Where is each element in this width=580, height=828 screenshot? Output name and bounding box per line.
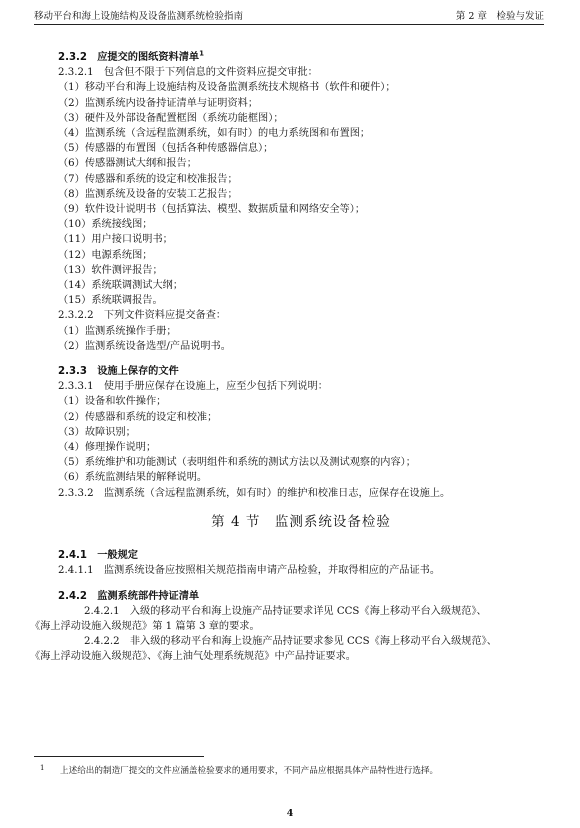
clause-2-4-2-2-line1: 2.4.2.2 非入级的移动平台和海上设施产品持证要求参见 CCS《海上移动平台入级规范》、 (84, 636, 497, 648)
clause-2-3-2-2: 2.3.2.2 下列文件资料应提交备查： (58, 310, 227, 322)
clause-2-4-2-2-line2: 《海上浮动设施入级规范》、《海上油气处理系统规范》中产品持证要求。 (30, 651, 356, 663)
list-item: （1）监测系统操作手册； (58, 325, 177, 337)
list-item: （1）移动平台和海上设施结构及设备监测系统技术规格书（软件和硬件）； (58, 82, 396, 94)
list-2-3-2-2 (58, 324, 544, 354)
footnote (40, 764, 544, 776)
clause-2-3-3-2: 2.3.3.2 监测系统（含远程监测系统，如有时）的维护和校准日志，应保存在设施上。 (58, 487, 451, 499)
clause-2-4-2-1-line2: 《海上浮动设施入级规范》第 1 篇第 3 章的要求。 (30, 620, 260, 632)
list-item: （2）传感器和系统的设定和校准； (58, 411, 218, 423)
section-4-title: 第 4 节 监测系统设备检验 (211, 513, 391, 530)
header-left-title: 移动平台和海上设施结构及设备监测系统检验指南 (34, 11, 244, 22)
page-number: 4 (286, 808, 294, 819)
list-item: （7）传感器和系统的设定和校准报告； (58, 173, 238, 185)
list-item: （5）传感器的布置图（包括各种传感器信息）； (58, 143, 274, 155)
list-2-3-3-1 (58, 394, 544, 485)
clause-2-4-2-1-line1: 2.4.2.1 入级的移动平台和海上设施产品持证要求详见 CCS《海上移动平台入级规范》、 (84, 605, 487, 617)
list-item: （1）设备和软件操作； (58, 396, 167, 408)
footnote-rule (34, 756, 204, 757)
section-heading-2-4-1: 2.4.1 一般规定 (58, 550, 138, 562)
list-item: （5）系统维护和功能测试（表明组件和系统的测试方法以及测试观察的内容）； (58, 457, 416, 469)
clause-2-4-1-1: 2.4.1.1 监测系统设备应按照相关规范指南申请产品检验，并取得相应的产品证书。 (58, 565, 441, 577)
header-rule (34, 24, 544, 25)
clause-2-3-3-1: 2.3.3.1 使用手册应保存在设施上，应至少包括下列说明： (58, 381, 328, 393)
header-chapter: 第 2 章 检验与发证 (455, 11, 544, 22)
section-heading-2-3-2 (58, 50, 544, 65)
list-item: （10）系统接线图； (58, 219, 153, 231)
list-item: （11）用户接口说明书； (58, 234, 173, 246)
list-2-3-2-1 (58, 80, 544, 308)
list-item: （9）软件设计说明书（包括算法、模型、数据质量和网络安全等）； (58, 204, 366, 216)
list-item: （2）监测系统设备选型/产品说明书。 (58, 340, 231, 352)
footnote-ref[interactable]: 1 (199, 49, 204, 58)
list-item: （4）监测系统（含远程监测系统，如有时）的电力系统图和布置图； (58, 128, 371, 140)
list-item: （6）系统监测结果的解释说明。 (58, 472, 208, 484)
running-header (34, 8, 544, 24)
section-heading-2-3-3: 2.3.3 设施上保存的文件 (58, 366, 179, 378)
footnote-mark: 1 (40, 764, 45, 772)
list-item: （13）软件测评报告； (58, 264, 163, 276)
list-item: （12）电源系统图； (58, 249, 153, 261)
list-item: （6）传感器测试大纲和报告； (58, 158, 197, 170)
page-body (30, 49, 544, 665)
footnote-text: 上述给出的制造厂提交的文件应涵盖检验要求的通用要求，不同产品应根据具体产品特性进行选择。 (60, 766, 439, 776)
list-item: （3）故障识别； (58, 426, 136, 438)
list-item: （14）系统联调测试大纲； (58, 280, 184, 292)
section-heading-text: 2.3.2 应提交的图纸资料清单 (58, 52, 200, 63)
section-heading-2-4-2: 2.4.2 监测系统部件持证清单 (58, 590, 200, 602)
list-item: （3）硬件及外部设备配置框图（系统功能框图）； (58, 112, 284, 124)
list-item: （2）监测系统内设备持证清单与证明资料； (58, 97, 259, 109)
clause-2-3-2-1: 2.3.2.1 包含但不限于下列信息的文件资料应提交审批： (58, 67, 318, 79)
list-item: （4）修理操作说明； (58, 442, 157, 454)
list-item: （15）系统联调报告。 (58, 295, 163, 307)
list-item: （8）监测系统及设备的安装工艺报告； (58, 188, 238, 200)
